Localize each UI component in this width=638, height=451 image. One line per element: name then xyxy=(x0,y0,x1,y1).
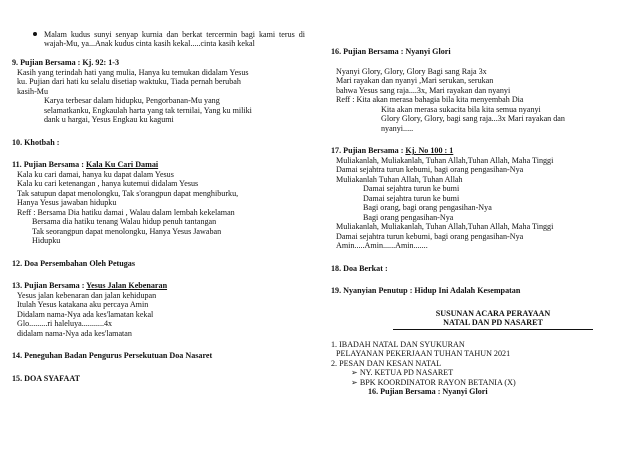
s9-line: Kasih yang terindah hati yang mulia, Hanya ku temukan didalam Yesus xyxy=(17,67,249,77)
s17-line: Muliakanlah Tuhan Allah, Tuhan Allah xyxy=(336,174,463,184)
section-13-title xyxy=(12,281,305,291)
s13-line: Didalam nama-Nya ada kes'lamatan kekal xyxy=(17,309,154,319)
s16-line: nyanyi..... xyxy=(381,123,414,133)
s17-line: Damai sejahtra turun kebumi, bagi orang pengasihan-Nya xyxy=(336,231,524,241)
program-arrow-item xyxy=(331,378,631,388)
arrow-bullet-icon: ➢ xyxy=(351,377,360,387)
arrow-item-text: NY. KETUA PD NASARET xyxy=(359,368,454,377)
section-19-title: 19. Nyanyian Penutup : Hidup Ini Adalah Kesempatan xyxy=(331,286,521,295)
arrow-bullet-icon: ➢ xyxy=(351,368,360,377)
s13-line: Itulah Yesus katakana aku percaya Amin xyxy=(17,300,149,309)
s11-line: Hanya Yesus jawaban hidupku xyxy=(17,198,117,207)
s11-prefix: 11. Pujian Bersama : xyxy=(12,160,86,169)
s11-line: Tak satupun dapat menolongku, Tak s'orangpun dapat menghiburku, xyxy=(17,188,239,198)
s13-prefix: 13. Pujian Bersama : xyxy=(12,281,87,290)
bullet-intro xyxy=(12,30,305,48)
s11-line: Kala ku cari damai, hanya ku dapat dalam Yesus xyxy=(17,169,174,179)
s9-line: kasih-Mu xyxy=(17,86,49,96)
section-18-title: 18. Doa Berkat : xyxy=(331,263,388,273)
s9-line: selamatkanku, Engkaulah harta yang tak ternilai, Yang ku miliki xyxy=(44,105,252,115)
section-10-title: 10. Khotbah : xyxy=(12,137,60,147)
s16-line: Kita akan merasa sukacita bila kita semua nyanyi xyxy=(381,104,541,114)
s13-line: didalam nama-Nya ada kes'lamatan xyxy=(17,328,132,338)
s9-line: ku. Pujian dari hati ku selalu disetiap waktuku, Tiada pernah berubah xyxy=(17,77,241,86)
section-16-title: 16. Pujian Bersama : Nyanyi Glori xyxy=(331,47,451,56)
section-12-title: 12. Doa Persembahan Oleh Petugas xyxy=(12,258,135,268)
s11-line: Hidupku xyxy=(32,236,61,245)
section-15-title: 15. DOA SYAFAAT xyxy=(12,373,80,383)
s11-line: Kala ku cari ketenangan , hanya kutemui didalam Yesus xyxy=(17,179,199,188)
s16-line: Mari rayakan dan nyanyi ,Mari serukan, serukan xyxy=(336,76,494,85)
program-line: PELAYANAN PEKERJAAN TUHAN TAHUN 2021 xyxy=(336,349,511,358)
s9-line: Karya terbesar dalam hidupku, Pengorbanan-Mu yang xyxy=(44,96,220,105)
program-arrow-item xyxy=(331,368,631,378)
s11-line: Tak seorangpun dapat menolongku, Hanya Yesus Jawaban xyxy=(32,226,222,236)
s16-line: Reff : Kita akan merasa bahagia bila kita menyembah Dia xyxy=(336,95,524,104)
s13-line: Yesus jalan kebenaran dan jalan kehidupan xyxy=(17,290,157,300)
right-column xyxy=(331,47,631,397)
s11-song: Kala Ku Cari Damai xyxy=(85,160,159,169)
s17-line: Bagi orang pengasihan-Nya xyxy=(363,212,454,222)
susunan-header xyxy=(331,309,593,330)
s17-line: Amin.....Amin......Amin....... xyxy=(336,241,428,250)
section-14-title: 14. Peneguhan Badan Pengurus Persekutuan Doa Nasaret xyxy=(12,351,213,360)
arrow-item-text: BPK KOORDINATOR RAYON BETANIA (X) xyxy=(359,377,516,387)
s13-song: Yesus Jalan Kebenaran xyxy=(86,281,168,290)
susunan-subtitle: NATAL DAN PD NASARET xyxy=(443,318,543,327)
s17-prefix: 17. Pujian Bersama : xyxy=(331,146,406,155)
s17-line: Muliakanlah, Muliakanlah, Tuhan Allah,Tuhan Allah, Maha Tinggi xyxy=(336,222,554,231)
bullet-dot-icon xyxy=(33,32,37,36)
susunan-title: SUSUNAN ACARA PERAYAAN xyxy=(435,308,551,318)
s17-line: Bagi orang, bagi orang pengasihan-Nya xyxy=(363,203,492,212)
s9-line: dank u hargai, Yesus Engkau ku kagumi xyxy=(44,115,174,124)
section-9-title: 9. Pujian Bersama : Kj. 92: 1-3 xyxy=(12,58,120,67)
s13-line: Glo.........ri haleluya...........4x xyxy=(17,319,113,328)
s17-line: Damai sejahtra turun ke bumi xyxy=(363,184,460,193)
program-line: 2. PESAN DAN KESAN NATAL xyxy=(331,358,442,368)
left-column xyxy=(12,30,305,383)
s11-line: Reff : Bersama Dia hatiku damai , Walau dalam lembah kekelaman xyxy=(17,207,235,217)
s17-line: Damai sejahtra turun kebumi, bagi orang pengasihan-Nya xyxy=(336,165,524,174)
s16-line: Glory Glory, Glory, bagi sang raja...3x Mari rayakan dan xyxy=(381,114,565,123)
program-line: 1. IBADAH NATAL DAN SYUKURAN xyxy=(331,339,465,349)
s17-line: Damai sejahtra turun ke bumi xyxy=(363,193,460,203)
program-last-line: 16. Pujian Bersama : Nyanyi Glori xyxy=(368,387,488,396)
s16-line: Nyanyi Glory, Glory, Glory Bagi sang Raja 3x xyxy=(336,66,487,76)
section-17-title xyxy=(331,146,631,156)
s17-song: Kj. No 100 : 1 xyxy=(405,146,454,155)
s11-line: Bersama dia hatiku tenang Walau hidup penuh tantangan xyxy=(32,217,217,226)
s17-line: Muliakanlah, Muliakanlah, Tuhan Allah,Tuhan Allah, Maha Tinggi xyxy=(336,155,554,165)
section-11-title xyxy=(12,160,305,170)
s16-line: bahwa Yesus sang raja....3x, Mari rayakan dan nyanyi xyxy=(336,85,511,95)
intro-text: Malam kudus sunyi senyap kurnia dan berkat tercermin bagi kami terus di wajah-Mu, ya...Anak kudus cinta kasih kekal.....cinta kasih kekal xyxy=(44,30,305,48)
